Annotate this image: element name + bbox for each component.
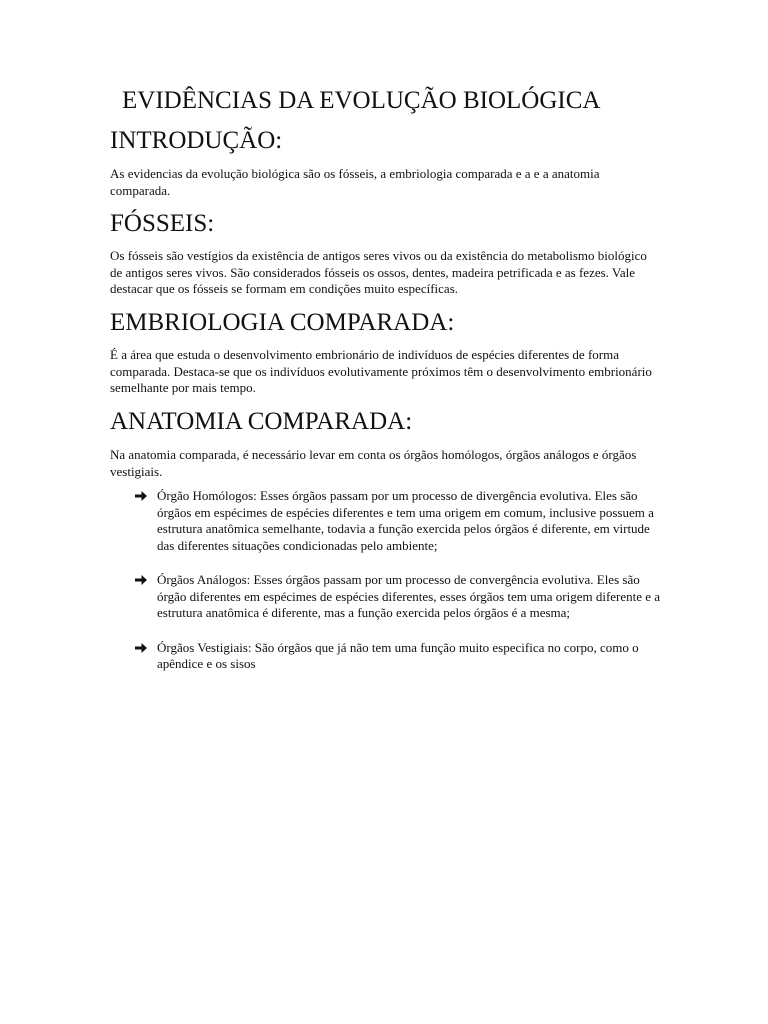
heading-introducao: INTRODUÇÃO: — [110, 127, 283, 154]
list-item-text: Órgão Homólogos: Esses órgãos passam por um processo de divergência evolutiva. Eles são órgãos em espécimes de espécies diferentes e tem uma origem em comum, inclusive possuem a estrutura anatômica semelhante, todavia a função exercida pelos órgãos é diferente, em virtude das diferentes situações condicionadas pelo ambiente; — [157, 488, 654, 553]
list-item — [134, 640, 664, 673]
paragraph-anatomia: Na anatomia comparada, é necessário levar em conta os órgãos homólogos, órgãos análogos e órgãos vestigiais. — [110, 447, 637, 479]
list-item — [134, 488, 664, 554]
list-item-text: Órgãos Vestigiais: São órgãos que já não tem uma função muito especifica no corpo, como o apêndice e os sisos — [157, 639, 639, 671]
paragraph-introducao: As evidencias da evolução biológica são os fósseis, a embriologia comparada e a e a anatomia comparada. — [110, 166, 600, 198]
organ-list — [134, 488, 664, 691]
heading-fosseis: FÓSSEIS: — [110, 210, 215, 237]
arrow-right-icon — [134, 641, 148, 655]
heading-anatomia: ANATOMIA COMPARADA: — [110, 408, 413, 435]
arrow-right-icon — [134, 489, 148, 503]
arrow-right-icon — [134, 573, 148, 587]
heading-embriologia: EMBRIOLOGIA COMPARADA: — [110, 309, 455, 336]
list-item-text: Órgãos Análogos: Esses órgãos passam por um processo de convergência evolutiva. Eles são órgão diferentes em espécimes de espécies diferentes, esses órgãos tem uma origem diferente e a estrutura anatômica é diferente, mas a função exercida pelos órgãos é a mesma; — [157, 572, 661, 620]
paragraph-embriologia: É a área que estuda o desenvolvimento embrionário de indivíduos de espécies diferentes de forma comparada. Destaca-se que os indivíduos evolutivamente próximos têm o desenvolvimento embrionário semelhante por mais tempo. — [110, 347, 652, 395]
list-item — [134, 572, 664, 622]
paragraph-fosseis: Os fósseis são vestígios da existência de antigos seres vivos ou da existência do metabolismo biológico de antigos seres vivos. São considerados fósseis os ossos, dentes, madeira petrificada e as fezes. Vale destacar que os fósseis se formam em condições muito específicas. — [110, 248, 647, 296]
document-title: EVIDÊNCIAS DA EVOLUÇÃO BIOLÓGICA — [122, 87, 601, 114]
